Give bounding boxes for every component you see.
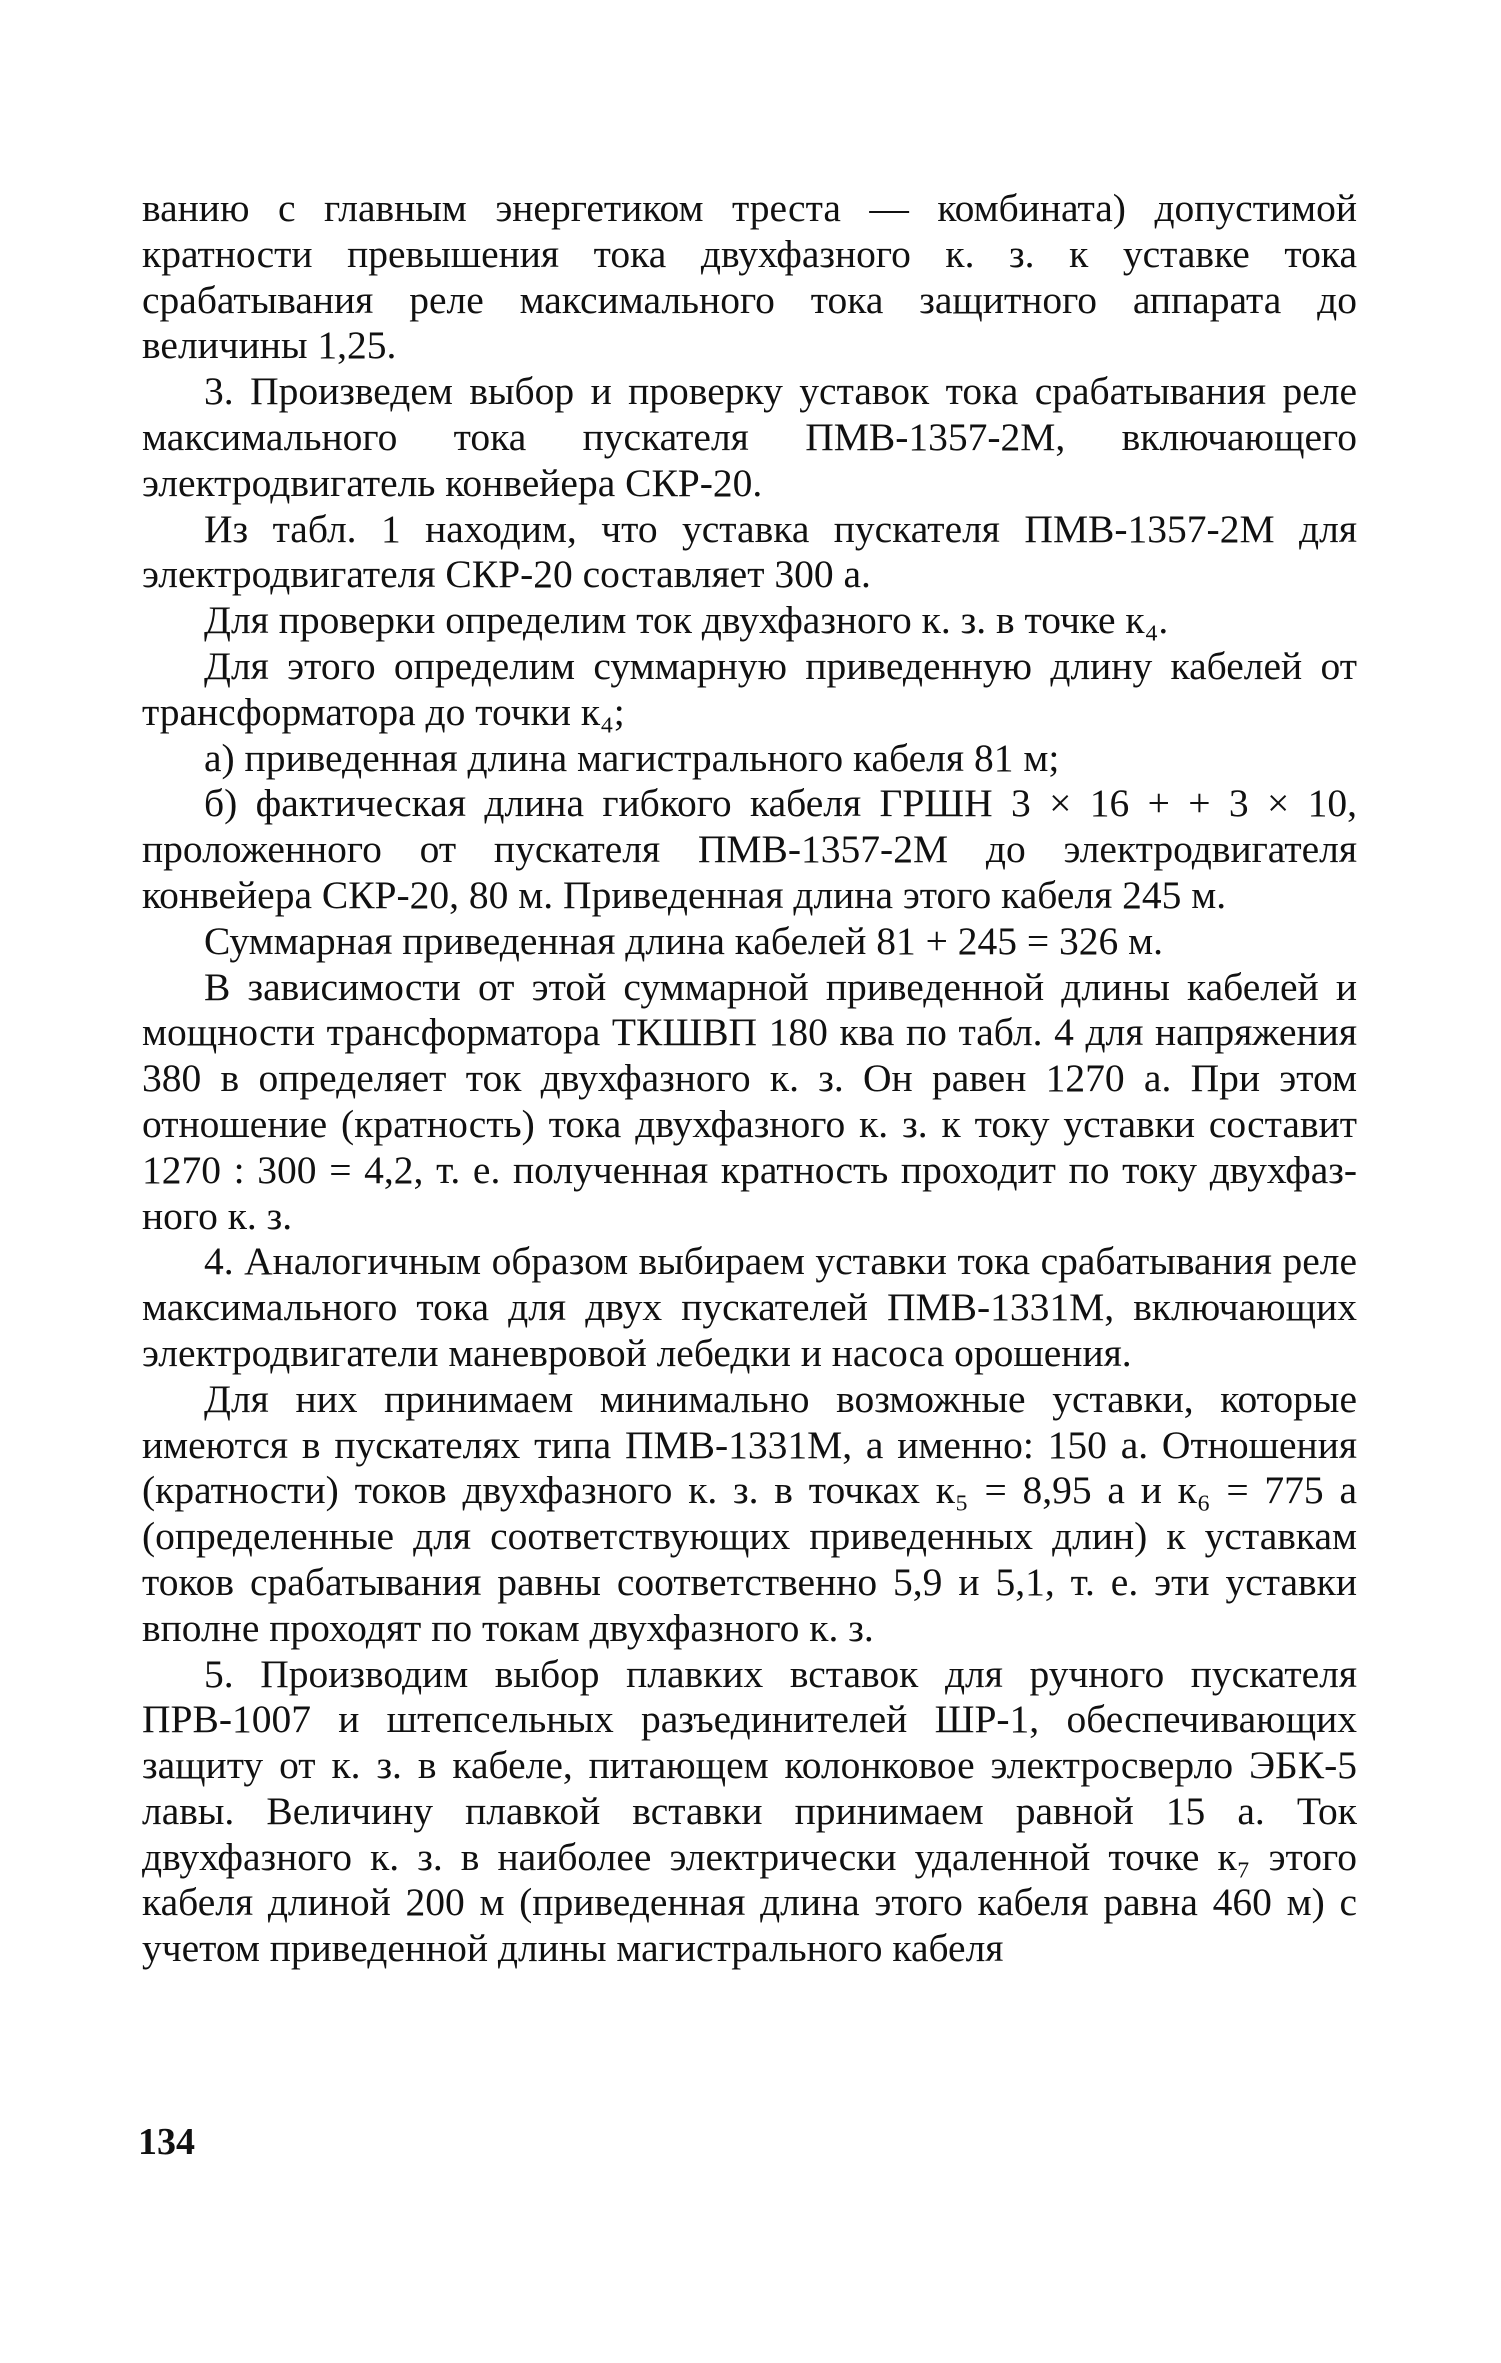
list-item-a: а) приведенная длина магистрального кабеля 81 м; xyxy=(204,735,1060,780)
paragraph-item-5: 5. Производим выбор плавких вставок для ручного пускателя ПРВ-1007 и штепсельных разъединителей ШР-1, обеспечивающих защиту от к. з. в кабеле, питающем колонковое электросверло ЭБК-5 лавы. Величину плавкой вставки принимаем равной 15 а. Ток двухфазного к. з. в наиболее электрически удаленной точке к₇ этого кабеля длиной 200 м (приведенная длина этого кабеля равна 460 м) с учетом приведенной длины магистрального кабеля xyxy=(142,1651,1357,1971)
paragraph: Для проверки определим ток двухфазного к. з. в точке к₄. xyxy=(204,598,1169,643)
paragraph: Для этого определим суммарную приведенную длину кабелей от трансформатора до точки к₄; xyxy=(142,643,1357,734)
paragraph-continuation: ванию с главным энергетиком треста — комбината) допустимой кратности превышения тока двухфазного к. з. к уставке тока срабатывания реле максимального тока защитного аппарата до величины 1,25. xyxy=(142,186,1357,368)
paragraph: Из табл. 1 находим, что уставка пускателя ПМВ-1357-2М для электродвигателя СКР-20 составляет 300 а. xyxy=(142,506,1357,597)
paragraph-item-3: 3. Произведем выбор и проверку уставок тока срабатывания реле максимального тока пускателя ПМВ-1357-2М, включающего электродвигатель конвейера СКР-20. xyxy=(142,369,1357,505)
page-body xyxy=(142,186,1357,1972)
list-item-b: б) фактическая длина гибкого кабеля ГРШН 3 × 16 + + 3 × 10, проложенного от пускателя ПМВ-1357-2М до электродвигателя конвейера СКР-20, 80 м. Приведенная длина этого кабеля 245 м. xyxy=(142,781,1357,917)
paragraph: Для них принимаем минимально возможные уставки, которые имеются в пускателях типа ПМВ-1331М, а именно: 150 а. Отношения (кратности) токов двухфазного к. з. в точках к₅ = 8,95 а и к₆ = 775 а (определенные для соответствующих приведенных длин) к уставкам токов срабатывания равны соответственно 5,9 и 5,1, т. е. эти уставки вполне проходят по токам двухфазного к. з. xyxy=(142,1376,1357,1650)
paragraph: В зависимости от этой суммарной приведенной длины кабелей и мощности трансформатора ТКШВП 180 ква по табл. 4 для напряжения 380 в определяет ток двухфазного к. з. Он равен 1270 а. При этом отношение (кратность) тока двухфазного к. з. к току уставки составит 1270 : 300 = 4,2, т. е. полученная кратность проходит по току двухфазного к. з. xyxy=(142,964,1357,1238)
paragraph: Суммарная приведенная длина кабелей 81 + 245 = 326 м. xyxy=(204,918,1164,963)
page-number: 134 xyxy=(138,2121,195,2163)
paragraph-item-4: 4. Аналогичным образом выбираем уставки тока срабатывания реле максимального тока для двух пускателей ПМВ-1331М, включающих электродвигатели маневровой лебедки и насоса орошения. xyxy=(142,1239,1357,1375)
